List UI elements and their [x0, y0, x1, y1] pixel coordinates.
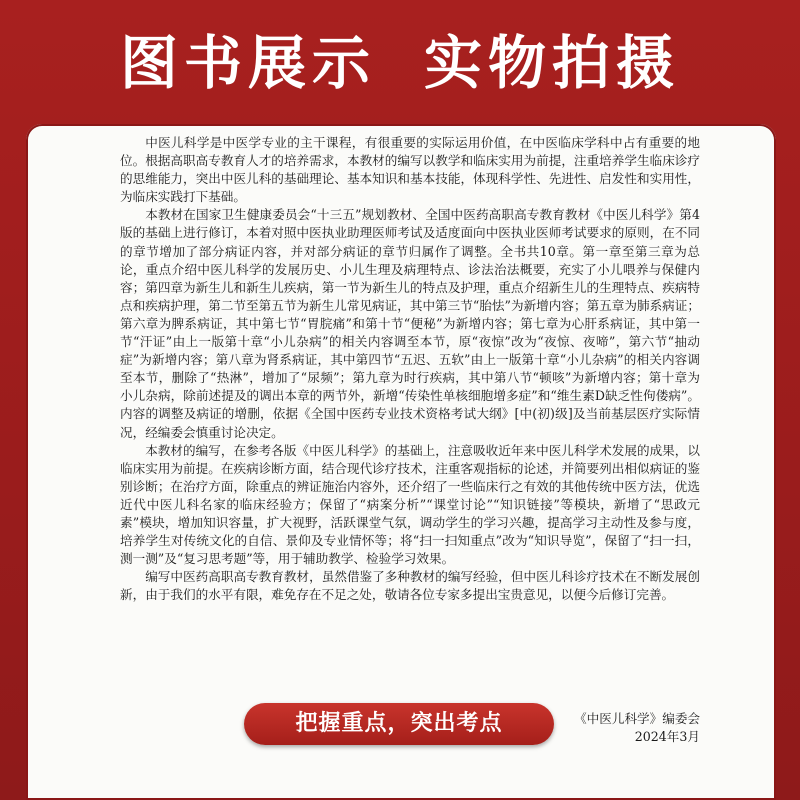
paragraph: 编写中医药高职高专教育教材，虽然借鉴了多种教材的编写经验，但中医儿科诊疗技术在不断发展创新，由于我们的水平有限，难免存在不足之处，敬请各位专家多提出宝贵意见，以便今后修订完善。 [120, 569, 700, 603]
banner-title-right: 实物拍摄 [424, 29, 681, 97]
preface-text [120, 134, 700, 604]
signature: 《中医儿科学》编委会 [574, 711, 700, 726]
paragraph: 中医儿科学是中医学专业的主干课程，有很重要的实际运用价值，在中医临床学科中占有重要的地位。根据高职高专教育人才的培养需求，本教材的编写以教学和临床实用为前提，注重培养学生临床诊疗的思维能力，突出中医儿科的基础理论、基本知识和基本技能，体现科学性、先进性、启发性和实用性，为临床实践打下基础。 [120, 135, 700, 205]
highlight-banner: 把握重点，突出考点 [244, 703, 554, 745]
date: 2024年3月 [634, 729, 700, 744]
paragraph: 本教材的编写，在参考各版《中医儿科学》的基础上，注意吸收近年来中医儿科学术发展的成果，以临床实用为前提。在疾病诊断方面，结合现代诊疗技术，注重客观指标的论述，并简要列出相似病证的鉴别诊断；在治疗方面，除重点的辨证施治内容外，还介绍了一些临床行之有效的其他传统中医方法，优选近代中医儿科名家的临床经验方；保留了“病案分析”“课堂讨论”“知识链接”等模块，新增了“思政元素”模块，增加知识容量，扩大视野，活跃课堂气氛，调动学生的学习兴趣，提高学习主动性及参与度，培养学生对传统文化的自信、景仰及专业情怀等；将“扫一扫知重点”改为“知识导览”，保留了“扫一扫，测一测”及“复习思考题”等，用于辅助教学、检验学习效果。 [120, 442, 700, 567]
paragraph: 本教材在国家卫生健康委员会“十三五”规划教材、全国中医药高职高专教育教材《中医儿科学》第4版的基础上进行修订，本着对照中医执业助理医师考试及适度面向中医执业医师考试要求的原则，在不同的章节增加了部分病证内容，并对部分病证的章节归属作了调整。全书共10章。第一章至第三章为总论，重点介绍中医儿科学的发展历史、小儿生理及病理特点、诊法治法概要，充实了小儿喂养与保健内容；第四章为新生儿和新生儿疾病，第一节为新生儿的特点及护理，重点介绍新生儿的生理特点、疾病特点和疾病护理，第二节至第五节为新生儿常见病证，其中第三节“胎怯”为新增内容；第五章为肺系病证；第六章为脾系病证，其中第七节“胃脘痛”和第十节“便秘”为新增内容；第七章为心肝系病证，其中第一节“汗证”由上一版第十章“小儿杂病”的相关内容调至本节，原“夜惊”改为“夜惊、夜啼”，第六节“抽动症”为新增内容；第八章为肾系病证，其中第四节“五迟、五软”由上一版第十章“小儿杂病”的相关内容调至本节，删除了“热淋”，增加了“尿频”；第九章为时行疾病，其中第八节“顿咳”为新增内容；第十章为小儿杂病，除前述提及的调出本章的两节外，新增“传染性单核细胞增多症”和“维生素D缺乏性佝偻病”。内容的调整及病证的增删，依据《全国中医药专业技术资格考试大纲》[中(初)级]及当前基层医疗实际情况，经编委会慎重讨论决定。 [120, 207, 700, 440]
signature-block [540, 710, 700, 746]
banner-title-left: 图书展示 [119, 29, 376, 97]
banner-title [0, 18, 800, 108]
